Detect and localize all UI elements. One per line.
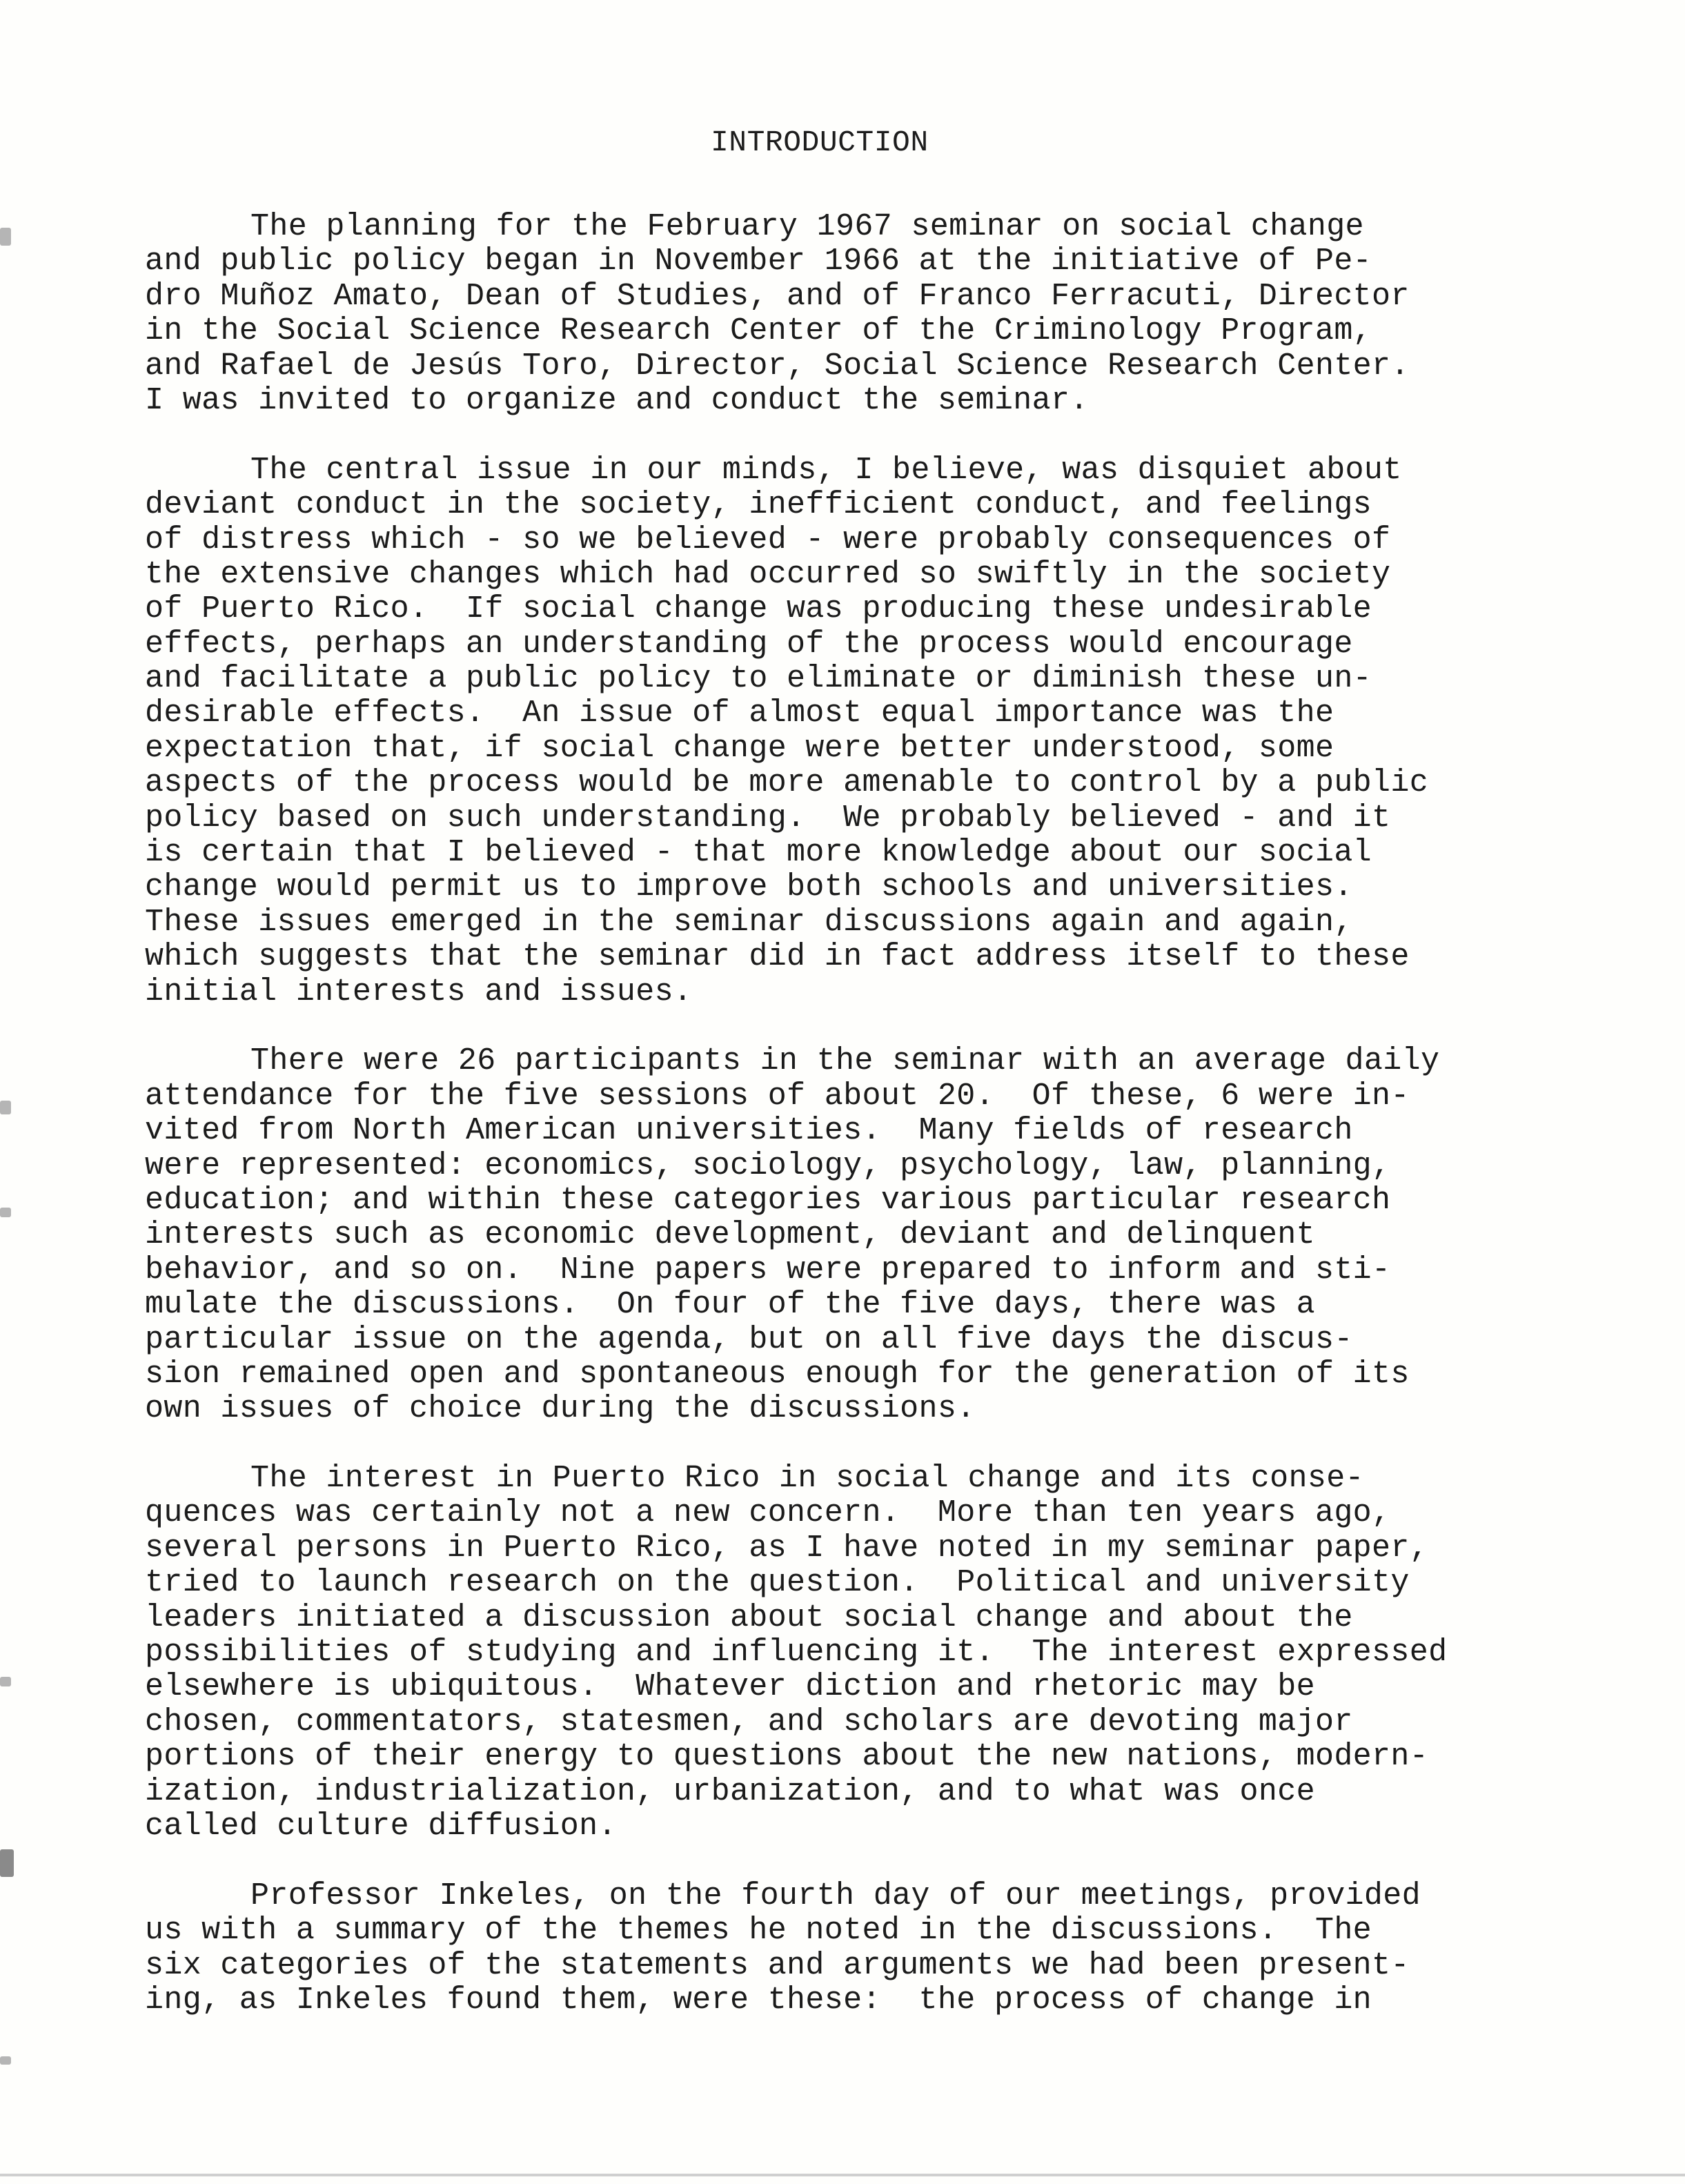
text-line: Professor Inkeles, on the fourth day of our meetings, provided: [250, 1878, 1421, 1914]
text-line: ization, industrialization, urbanization, and to what was once: [145, 1773, 1315, 1809]
text-line: us with a summary of the themes he noted in the discussions. The: [145, 1913, 1372, 1949]
text-line: mulate the discussions. On four of the five days, there was a: [145, 1287, 1315, 1323]
scan-edge-mark: [0, 1101, 11, 1114]
text-line: desirable effects. An issue of almost equal importance was the: [145, 696, 1334, 731]
text-line: in the Social Science Research Center of the Criminology Program,: [145, 313, 1372, 349]
text-line: tried to launch research on the question. Political and university: [145, 1565, 1410, 1601]
text-line: education; and within these categories various particular research: [145, 1182, 1391, 1218]
scan-edge-mark: [0, 228, 11, 246]
text-line: chosen, commentators, statesmen, and scholars are devoting major: [145, 1704, 1353, 1740]
text-line: and Rafael de Jesús Toro, Director, Social Science Research Center.: [145, 348, 1410, 384]
text-line: expectation that, if social change were better understood, some: [145, 730, 1334, 766]
text-line: six categories of the statements and arguments we had been present-: [145, 1947, 1410, 1983]
scan-edge-mark: [0, 2056, 11, 2065]
text-line: particular issue on the agenda, but on all five days the discus-: [145, 1321, 1353, 1357]
scan-edge-mark: [0, 1677, 11, 1686]
text-line: dro Muñoz Amato, Dean of Studies, and of Franco Ferracuti, Director: [145, 278, 1410, 314]
text-line: and public policy began in November 1966 at the initiative of Pe-: [145, 244, 1372, 279]
text-line: The planning for the February 1967 seminar on social change: [250, 209, 1364, 244]
text-line: effects, perhaps an understanding of the process would encourage: [145, 626, 1353, 662]
text-line: I was invited to organize and conduct the seminar.: [145, 382, 1089, 418]
text-line: behavior, and so on. Nine papers were prepared to inform and sti-: [145, 1252, 1391, 1288]
text-line: elsewhere is ubiquitous. Whatever diction and rhetoric may be: [145, 1669, 1315, 1705]
text-line: the extensive changes which had occurred so swiftly in the society: [145, 556, 1391, 592]
text-line: aspects of the process would be more amenable to control by a public: [145, 765, 1429, 801]
scan-edge-mark: [0, 1208, 11, 1217]
text-line: initial interests and issues.: [145, 974, 693, 1010]
text-line: policy based on such understanding. We probably believed - and it: [145, 800, 1391, 836]
text-line: several persons in Puerto Rico, as I have noted in my seminar paper,: [145, 1530, 1429, 1566]
page-bottom-edge: [0, 2174, 1685, 2176]
paragraph: [145, 453, 1594, 1010]
text-line: These issues emerged in the seminar discussions again and again,: [145, 904, 1353, 940]
text-line: attendance for the five sessions of about 20. Of these, 6 were in-: [145, 1078, 1410, 1114]
text-line: deviant conduct in the society, inefficient conduct, and feelings: [145, 487, 1372, 523]
paragraph: [145, 1044, 1594, 1426]
paragraph: [145, 1462, 1594, 1844]
page-title: INTRODUCTION: [711, 126, 929, 159]
text-line: possibilities of studying and influencing it. The interest expressed: [145, 1635, 1448, 1671]
text-line: leaders initiated a discussion about social change and about the: [145, 1600, 1353, 1635]
text-line: of distress which - so we believed - were probably consequences of: [145, 522, 1391, 558]
text-line: The interest in Puerto Rico in social change and its conse-: [250, 1461, 1364, 1497]
text-line: which suggests that the seminar did in fact address itself to these: [145, 939, 1410, 975]
text-line: and facilitate a public policy to eliminate or diminish these un-: [145, 661, 1372, 697]
text-line: There were 26 participants in the seminar with an average daily: [250, 1043, 1440, 1079]
text-line: is certain that I believed - that more knowledge about our social: [145, 835, 1372, 871]
text-line: were represented: economics, sociology, psychology, law, planning,: [145, 1148, 1391, 1183]
text-line: own issues of choice during the discussions.: [145, 1391, 976, 1427]
text-line: called culture diffusion.: [145, 1808, 617, 1844]
text-line: change would permit us to improve both schools and universities.: [145, 869, 1353, 905]
document-body: [145, 210, 1594, 2053]
text-line: quences was certainly not a new concern. More than ten years ago,: [145, 1495, 1391, 1531]
text-line: of Puerto Rico. If social change was producing these undesirable: [145, 591, 1372, 627]
text-line: vited from North American universities. Many fields of research: [145, 1113, 1353, 1149]
text-line: portions of their energy to questions about the new nations, modern-: [145, 1739, 1429, 1775]
text-line: The central issue in our minds, I believe, was disquiet about: [250, 452, 1402, 488]
text-line: interests such as economic development, deviant and delinquent: [145, 1217, 1315, 1253]
paragraph: [145, 210, 1594, 418]
text-line: ing, as Inkeles found them, were these: the process of change in: [145, 1982, 1372, 2018]
text-line: sion remained open and spontaneous enough for the generation of its: [145, 1356, 1410, 1392]
paragraph: [145, 1879, 1594, 2018]
scan-edge-mark: [0, 1849, 14, 1877]
